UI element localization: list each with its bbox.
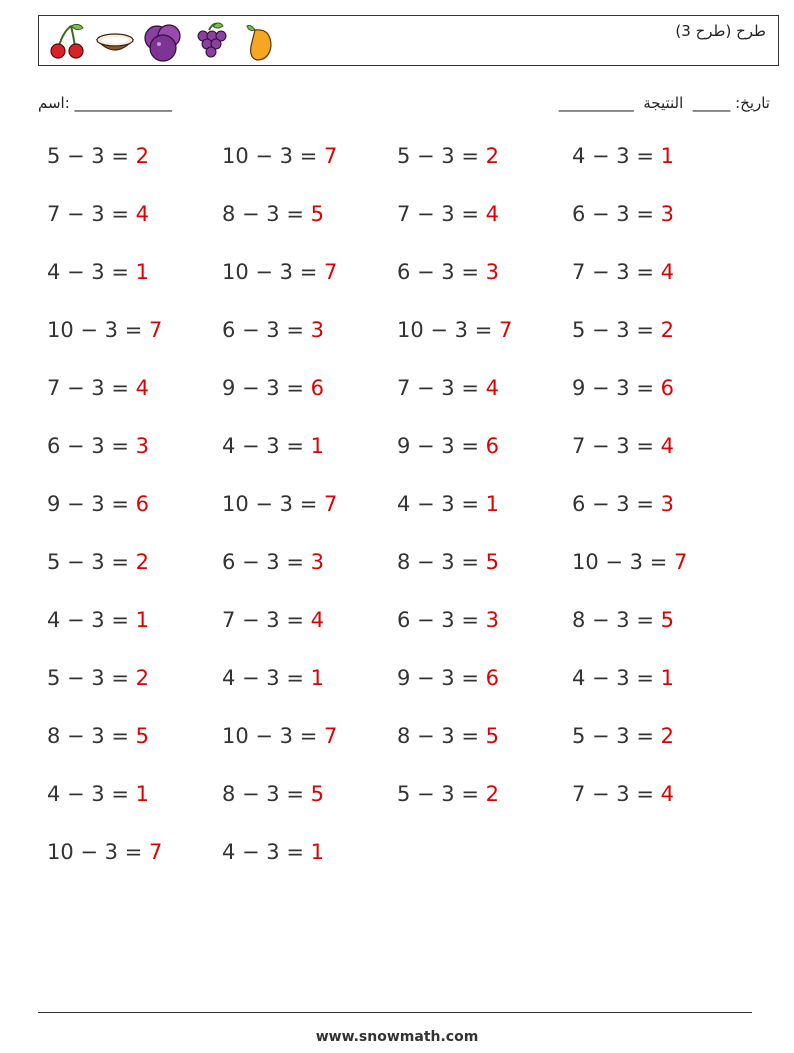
- problem-answer: 2: [135, 550, 149, 574]
- problem-expression: 10 − 3 =: [222, 144, 324, 168]
- problem-expression: 5 − 3 =: [47, 550, 136, 574]
- problem-answer: 4: [485, 202, 499, 226]
- problem-expression: 6 − 3 =: [222, 550, 311, 574]
- problem-item: [572, 608, 674, 632]
- problem-item: [572, 550, 687, 574]
- problem-expression: 7 − 3 =: [47, 202, 136, 226]
- worksheet-title: طرح (طرح 3): [675, 22, 766, 40]
- problem-item: [47, 144, 149, 168]
- problem-item: [397, 492, 499, 516]
- problem-item: [222, 318, 324, 342]
- problem-item: [397, 782, 499, 806]
- problem-expression: 8 − 3 =: [222, 202, 311, 226]
- problem-answer: 3: [485, 260, 499, 284]
- problem-answer: 4: [660, 434, 674, 458]
- problem-answer: 2: [660, 318, 674, 342]
- footer-divider: [38, 1012, 752, 1013]
- problem-item: [572, 434, 674, 458]
- problem-expression: 7 − 3 =: [47, 376, 136, 400]
- problem-expression: 8 − 3 =: [47, 724, 136, 748]
- problem-expression: 6 − 3 =: [397, 260, 486, 284]
- problem-item: [47, 202, 149, 226]
- problem-expression: 10 − 3 =: [222, 492, 324, 516]
- name-field-label: اسم: _____________: [38, 94, 173, 112]
- problem-answer: 4: [135, 376, 149, 400]
- problem-expression: 5 − 3 =: [572, 724, 661, 748]
- problem-answer: 4: [135, 202, 149, 226]
- problem-expression: 5 − 3 =: [397, 782, 486, 806]
- coconut-icon: [93, 20, 137, 64]
- problem-answer: 5: [135, 724, 149, 748]
- problem-answer: 5: [310, 202, 324, 226]
- problem-item: [397, 144, 499, 168]
- problem-expression: 4 − 3 =: [47, 608, 136, 632]
- problem-item: [397, 202, 499, 226]
- problem-answer: 4: [660, 782, 674, 806]
- problem-item: [572, 724, 674, 748]
- problem-answer: 3: [660, 202, 674, 226]
- problem-answer: 2: [485, 144, 499, 168]
- problem-expression: 4 − 3 =: [47, 260, 136, 284]
- problem-answer: 1: [660, 144, 674, 168]
- problem-expression: 8 − 3 =: [397, 550, 486, 574]
- problem-expression: 10 − 3 =: [222, 260, 324, 284]
- problem-expression: 9 − 3 =: [397, 666, 486, 690]
- problem-expression: 6 − 3 =: [397, 608, 486, 632]
- problem-item: [222, 492, 337, 516]
- problem-item: [222, 782, 324, 806]
- problem-item: [222, 550, 324, 574]
- problem-expression: 7 − 3 =: [572, 434, 661, 458]
- problem-expression: 10 − 3 =: [222, 724, 324, 748]
- problem-expression: 4 − 3 =: [222, 840, 311, 864]
- problem-expression: 9 − 3 =: [47, 492, 136, 516]
- problem-answer: 6: [485, 666, 499, 690]
- problem-item: [397, 666, 499, 690]
- problem-expression: 4 − 3 =: [572, 666, 661, 690]
- problem-expression: 7 − 3 =: [222, 608, 311, 632]
- problem-expression: 10 − 3 =: [397, 318, 499, 342]
- problem-expression: 9 − 3 =: [397, 434, 486, 458]
- problem-answer: 1: [660, 666, 674, 690]
- problem-expression: 6 − 3 =: [47, 434, 136, 458]
- problem-item: [47, 492, 149, 516]
- problem-answer: 7: [148, 840, 163, 864]
- fruit-icons: [45, 20, 281, 64]
- problem-item: [222, 666, 324, 690]
- problem-expression: 5 − 3 =: [572, 318, 661, 342]
- problem-expression: 4 − 3 =: [47, 782, 136, 806]
- problem-answer: 7: [323, 492, 338, 516]
- problem-answer: 5: [310, 782, 324, 806]
- problem-answer: 7: [323, 144, 338, 168]
- problem-item: [572, 492, 674, 516]
- problem-answer: 7: [323, 724, 338, 748]
- problem-item: [397, 608, 499, 632]
- problem-answer: 1: [310, 666, 324, 690]
- problem-item: [572, 144, 674, 168]
- problem-expression: 6 − 3 =: [222, 318, 311, 342]
- problem-item: [47, 318, 162, 342]
- problem-item: [47, 434, 149, 458]
- problem-item: [572, 202, 674, 226]
- problem-expression: 6 − 3 =: [572, 202, 661, 226]
- plum-icon: [141, 20, 185, 64]
- problem-answer: 6: [310, 376, 324, 400]
- problem-item: [222, 434, 324, 458]
- problem-answer: 1: [135, 260, 149, 284]
- problem-answer: 1: [135, 608, 149, 632]
- problem-item: [222, 144, 337, 168]
- cherry-icon: [45, 20, 89, 64]
- problem-answer: 1: [135, 782, 149, 806]
- problem-expression: 9 − 3 =: [572, 376, 661, 400]
- problem-item: [47, 724, 149, 748]
- problem-answer: 4: [485, 376, 499, 400]
- problem-expression: 8 − 3 =: [222, 782, 311, 806]
- problem-item: [572, 782, 674, 806]
- problem-answer: 1: [485, 492, 499, 516]
- problem-answer: 6: [485, 434, 499, 458]
- problem-item: [47, 608, 149, 632]
- problem-expression: 4 − 3 =: [222, 434, 311, 458]
- problem-answer: 5: [485, 724, 499, 748]
- footer-url: www.snowmath.com: [315, 1029, 479, 1045]
- problem-answer: 6: [660, 376, 674, 400]
- problem-answer: 7: [323, 260, 338, 284]
- problem-item: [47, 782, 149, 806]
- problem-item: [222, 724, 337, 748]
- problem-item: [222, 260, 337, 284]
- problem-answer: 4: [310, 608, 324, 632]
- problem-expression: 10 − 3 =: [572, 550, 674, 574]
- problem-answer: 6: [135, 492, 149, 516]
- problem-answer: 7: [498, 318, 513, 342]
- problem-item: [47, 840, 162, 864]
- problem-answer: 7: [673, 550, 688, 574]
- problem-item: [572, 318, 674, 342]
- problem-expression: 5 − 3 =: [47, 666, 136, 690]
- problem-item: [222, 608, 324, 632]
- problem-answer: 3: [310, 318, 324, 342]
- date-score-field-label: تاريخ: _____ النتيجة __________: [558, 94, 770, 112]
- problem-expression: 7 − 3 =: [397, 202, 486, 226]
- problem-item: [222, 376, 324, 400]
- problem-item: [397, 318, 512, 342]
- problem-expression: 7 − 3 =: [572, 782, 661, 806]
- problem-expression: 5 − 3 =: [397, 144, 486, 168]
- problem-item: [222, 202, 324, 226]
- problem-expression: 4 − 3 =: [222, 666, 311, 690]
- problem-item: [222, 840, 324, 864]
- problem-item: [397, 724, 499, 748]
- problem-answer: 7: [148, 318, 163, 342]
- problem-answer: 1: [310, 840, 324, 864]
- problem-expression: 7 − 3 =: [397, 376, 486, 400]
- problem-item: [47, 260, 149, 284]
- problem-item: [47, 376, 149, 400]
- problem-item: [397, 260, 499, 284]
- problem-expression: 8 − 3 =: [397, 724, 486, 748]
- grape-icon: [189, 20, 233, 64]
- problem-expression: 4 − 3 =: [397, 492, 486, 516]
- problem-expression: 10 − 3 =: [47, 840, 149, 864]
- problem-item: [397, 376, 499, 400]
- problem-answer: 2: [135, 666, 149, 690]
- problem-item: [397, 434, 499, 458]
- problem-answer: 3: [310, 550, 324, 574]
- problem-answer: 4: [660, 260, 674, 284]
- problem-answer: 2: [135, 144, 149, 168]
- worksheet-header: [38, 15, 779, 66]
- problem-answer: 1: [310, 434, 324, 458]
- problem-expression: 8 − 3 =: [572, 608, 661, 632]
- problem-item: [572, 260, 674, 284]
- problem-answer: 2: [660, 724, 674, 748]
- mango-icon: [237, 20, 281, 64]
- problem-expression: 4 − 3 =: [572, 144, 661, 168]
- problem-expression: 7 − 3 =: [572, 260, 661, 284]
- problem-answer: 2: [485, 782, 499, 806]
- problem-answer: 5: [485, 550, 499, 574]
- problem-answer: 5: [660, 608, 674, 632]
- problem-item: [572, 666, 674, 690]
- problem-expression: 10 − 3 =: [47, 318, 149, 342]
- problem-item: [47, 666, 149, 690]
- problem-expression: 5 − 3 =: [47, 144, 136, 168]
- problem-item: [572, 376, 674, 400]
- problem-item: [397, 550, 499, 574]
- problem-item: [47, 550, 149, 574]
- problem-expression: 6 − 3 =: [572, 492, 661, 516]
- problem-answer: 3: [135, 434, 149, 458]
- problem-answer: 3: [485, 608, 499, 632]
- problem-expression: 9 − 3 =: [222, 376, 311, 400]
- problem-answer: 3: [660, 492, 674, 516]
